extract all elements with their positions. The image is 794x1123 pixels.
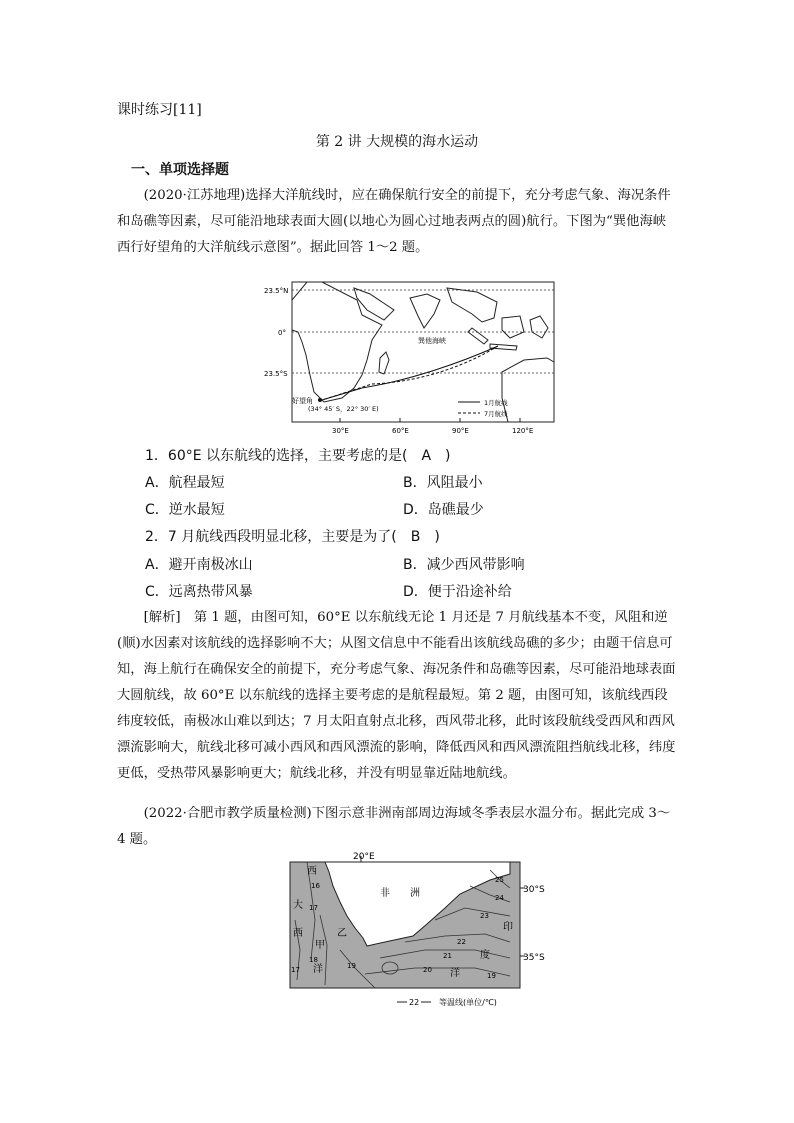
temperature-map [285,850,565,1012]
isotherm-16: 16 [311,882,320,890]
route-map [262,280,562,440]
analysis-paragraph: [解析] 第 1 题，由图可知，60°E 以东航线无论 1 月还是 7 月航线基本不变，风阻和逆(顺)水因素对该航线的选择影响不大；从图文信息中不能看出该航线岛礁的多少；由题干信息可知，海上航行在确保安全的前提下，充分考虑气象、海况条件和岛礁等因素，尽可能沿地球表面大圆航线，故 60°E 以东航线的选择主要考虑的是航程最短。第 2 题，由图可知，该航线西段纬度较低，南极冰山难以到达；7 月太阳直射点北移，西风带北移，此时该段航线受西风和西风漂流影响大，航线北移可减小西风和西风漂流的影响，降低西风和西风漂流阻挡航线北移，纬度更低，受热带风暴影响更大；航线北移，并没有明显靠近陆地航线。 [117,610,676,781]
continent-label: 非 洲 [380,888,420,899]
intro-paragraph-2: (2022·合肥市教学质量检测)下图示意非洲南部周边海域冬季表层水温分布。据此完成 3～4 题。 [117,806,671,847]
point-jia: 甲 [315,940,325,951]
legend-text: 等温线(单位/℃) [439,998,497,1007]
isotherm-17a: 17 [309,904,318,912]
isotherm-17b: 17 [291,966,300,974]
isotherm-25: 25 [495,876,504,884]
lat-label-35s: 35°S [523,953,545,963]
indian-char-3: 洋 [450,968,460,979]
intro-paragraph-1: (2020·江苏地理)选择大洋航线时，应在确保航行安全的前提下，充分考虑气象、海况条件和岛礁等因素，尽可能沿地球表面大圆(以地心为圆心过地表两点的圆)航行。下图为“巽他海峡西行好望角的大洋航线示意图”。据此回答 1～2 题。 [117,188,671,255]
isotherm-23: 23 [480,912,489,920]
legend-july: 7月航线 [484,410,508,418]
lon-label-30: 30°E [332,427,349,435]
lat-label-north: 23.5°N [264,287,289,295]
legend-value: 22 [409,998,420,1007]
indian-char-1: 印 [503,922,513,933]
lon-label-60: 60°E [392,427,409,435]
lon-label-120: 120°E [512,427,534,435]
isotherm-24: 24 [495,894,504,902]
question-2-option-c: C．远离热带风暴 [145,584,253,600]
question-1-option-b: B．风阻最小 [403,475,483,491]
page-title: 第 2 讲 大规模的海水运动 [315,134,479,150]
isotherm-22: 22 [457,938,466,946]
lon-label-20e: 20°E [353,852,375,862]
isotherm-19b: 19 [487,972,496,980]
section-heading: 一、单项选择题 [131,162,229,178]
atlantic-char-3: 西 [293,928,303,939]
question-1-option-c: C．逆水最短 [145,502,225,518]
question-2-option-b: B．减少西风带影响 [403,557,525,573]
atlantic-char-1: 西 [307,866,317,877]
point-yi: 乙 [337,928,347,939]
question-2-option-d: D．便于沿途补给 [403,584,512,600]
lat-label-equator: 0° [278,329,286,337]
question-1-option-a: A．航程最短 [145,475,225,491]
isotherm-20: 20 [423,966,432,974]
lat-label-south: 23.5°S [264,370,288,378]
isotherm-21: 21 [443,952,452,960]
legend-january: 1月航线 [484,399,508,407]
question-1-stem: 1．60°E 以东航线的选择，主要考虑的是( A ) [145,448,451,464]
question-2-stem: 2．7 月航线西段明显北移，主要是为了( B ) [145,529,440,545]
cape-label: 好望角 [292,397,313,405]
question-1-option-d: D．岛礁最少 [403,502,484,518]
atlantic-char-2: 大 [293,900,303,911]
lon-label-90: 90°E [452,427,469,435]
isotherm-18: 18 [309,956,318,964]
question-2-option-a: A．避开南极冰山 [145,557,253,573]
header-label: 课时练习[11] [117,102,202,118]
isotherm-19a: 19 [347,962,356,970]
strait-label: 巽他海峡 [418,337,446,345]
cape-coords: (34° 45′ S，22° 30′ E) [308,405,379,413]
atlantic-char-4: 洋 [313,964,323,975]
indian-char-2: 度 [480,950,490,961]
lat-label-30s: 30°S [523,885,545,895]
